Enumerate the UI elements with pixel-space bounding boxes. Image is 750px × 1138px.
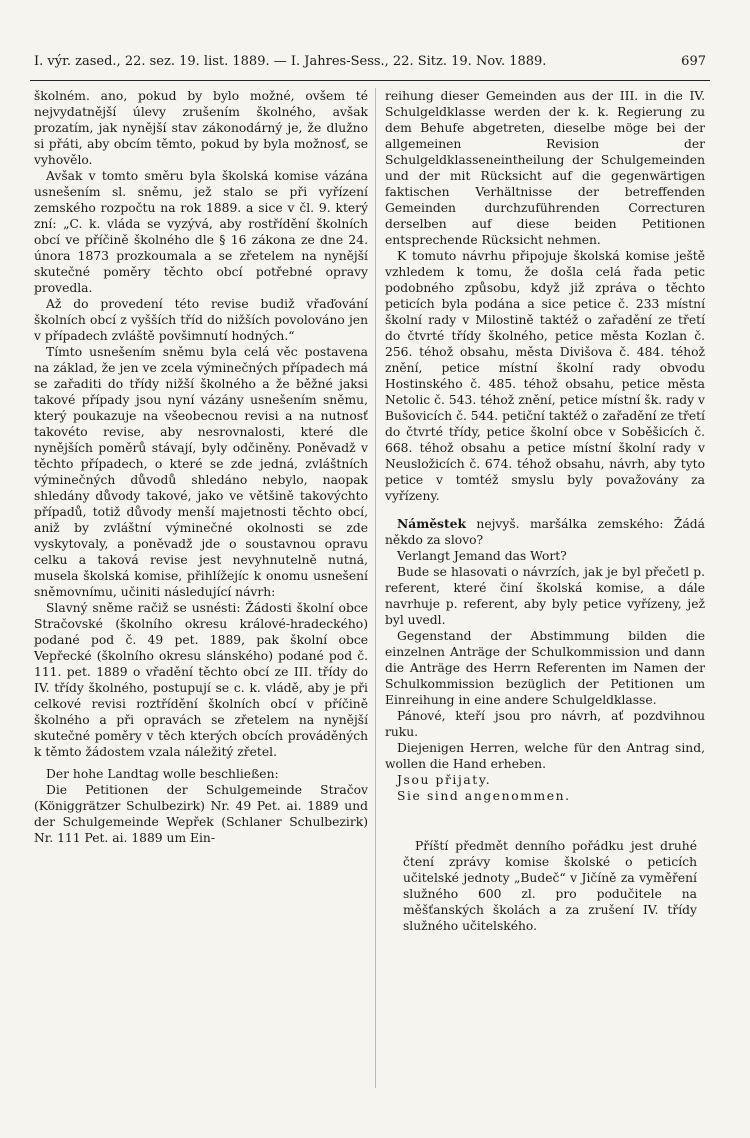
header-dash: — [273,54,287,69]
paragraph: Bude se hlasovati o návrzích, jak je byl přečetl p. referent, které činí školská komise, a dále navrhuje p. referent, aby byly petice vyřízeny, jež byl uvedl. [385,565,705,627]
paragraph: Avšak v tomto směru byla školská komise vázána usnešením sl. sněmu, jež stalo se při vyřízení zemského rozpočtu na rok 1889. a sice v čl. 9. který zní: „C. k. vláda se vyzývá, aby rostřídění školních obcí ve příčině školného dle § 16 zákona ze dne 24. února 1873 prozkoumala a se zřetelem na nynější skutečné poměry těchto obcí potřebné opravy provedla. [34,169,368,295]
paragraph: Slavný sněme račiž se usnésti: Žádosti školní obce Stračovské (školního okresu králové-hradeckého) podané pod č. 49 pet. 1889, pak školní obce Vepřecké (školního okresu slánského) podané pod č. 111. pet. 1889 o vřadění těchto obcí ze III. třídy do IV. třídy školného, postupují se c. k. vládě, aby je při celkové revisi roztřídění školních obcí v příčině školného a při opravách se zřetelem na nynější skutečné poměry v těch kterých obcích prováděných k těmto žádostem vzala náležitý zřetel. [34,601,368,759]
paragraph: školném. ano, pokud by bylo možné, ovšem té nejvydatnější úlevy zrušením školného, avšak prozatím, jak nynější stav zákonodárný je, že dlužno si přáti, aby obcím těmto, pokud by byla možnosť, se vyhovělo. [34,89,368,167]
page-number: 697 [681,54,706,69]
paragraph: Pánové, kteří jsou pro návrh, ať pozdvihnou ruku. [385,709,705,739]
left-column [34,88,368,846]
header-rule [30,80,710,81]
speaker-text: nejvyš. maršálka zemského: Žádá někdo za slovo? [385,517,705,547]
speaker-line [385,516,705,548]
header-left [34,54,546,69]
paragraph: Die Petitionen der Schulgemeinde Stračov (Königgrätzer Schulbezirk) Nr. 49 Pet. ai. 1889 und der Schulgemeinde Wepřek (Schlaner Schulbezirk) Nr. 111 Pet. ai. 1889 um Ein- [34,783,368,845]
column-divider [375,88,376,1088]
paragraph: Diejenigen Herren, welche für den Antrag sind, wollen die Hand erheben. [385,741,705,771]
result-czech: Jsou přijaty. [397,773,492,787]
next-agenda-item: Příští předmět denního pořádku jest druhé čtení zprávy komise školské o peticích učitelské jednoty „Budeč“ v Jičíně za vyměření služného 600 zl. pro podučitele na měšťanských školách a za zrušení IV. třídy služného učitelského. [403,839,697,933]
paragraph: Tímto usnešením sněmu byla celá věc postavena na základ, že jen ve zcela výminečných případech má se zařaditi do třídy nižší školného a že běžné jaksi takové případy jsou nyní vázány usnešením sněmu, který poukazuje na všeobecnou revisi a na nutnosť takovéto revise, aby nesrovnalosti, které dle nynějších poměrů stávají, byly odčiněny. Poněvadž v těchto případech, o které se zde jedná, zvláštních výminečných důvodů shledáno nebylo, naopak shledány důvody takové, jako ve většině takovýchto případů, totiž důvody menší majetnosti těchto obcí, aniž by zvláštní výminečné okolnosti se zde vyskytovaly, a poněvadž jde o soustavnou opravu celku a taková revise jest nevyhnutelně nutná, musela školská komise, přihlížejíc k onomu usnešení sněmovnímu, učiniti následující návrh: [34,345,368,599]
page-header [34,54,706,69]
result-german: Sie sind angenommen. [397,789,571,803]
right-column [385,88,705,934]
paragraph: Gegenstand der Abstimmung bilden die einzelnen Anträge der Schulkommission und dann die Anträge des Herrn Referenten im Namen der Schulkommission bezüglich der Petitionen um Einreihung in eine andere Schulgeldklasse. [385,629,705,707]
paragraph: Verlangt Jemand das Wort? [397,549,567,563]
paragraph: Až do provedení této revise budiž vřaďování školních obcí z vyšších tříd do nižších povolováno jen v případech zvláště povšimnutí hodných.“ [34,297,368,343]
speaker-name: Náměstek [397,516,466,531]
paragraph: reihung dieser Gemeinden aus der III. in die IV. Schulgeldklasse werden der k. k. Regierung zu dem Behufe abgetreten, dieselbe möge bei der allgemeinen Revision der Schulgeldklasseneintheilung der Schulgemeinden und der mit Rücksicht auf die gegenwärtigen faktischen Verhältnisse der betreffenden Gemeinden durchzuführenden Correcturen derselben auf diese beiden Petitionen entsprechende Rücksicht nehmen. [385,89,705,247]
header-czech: I. výr. zased., 22. sez. 19. list. 1889. [34,54,270,69]
german-heading: Der hohe Landtag wolle beschließen: [46,767,279,781]
header-german: I. Jahres-Sess., 22. Sitz. 19. Nov. 1889. [290,54,547,69]
paragraph: K tomuto návrhu připojuje školská komise ještě vzhledem k tomu, že došla celá řada petic podobného způsobu, když již zpráva o těchto peticích byla podána a sice petice č. 233 místní školní rady v Milostině taktéž o zařadění ze třetí do čtvrté třídy školného, petice města Kozlan č. 256. téhož obsahu, města Divišova č. 484. téhož znění, petice místní školní rady obvodu Hostinského č. 485. téhož obsahu, petice města Netolic č. 543. téhož znění, petice místní šk. rady v Bušovicích č. 544. petiční taktéž o zařadění ze třetí do čtvrté třídy, petice školní obce v Soběšicích č. 668. téhož obsahu a petice místní školní rady v Neusložicích č. 674. téhož obsahu, návrh, aby tyto petice v tomtéž smyslu byly považovány za vyřízeny. [385,249,705,503]
